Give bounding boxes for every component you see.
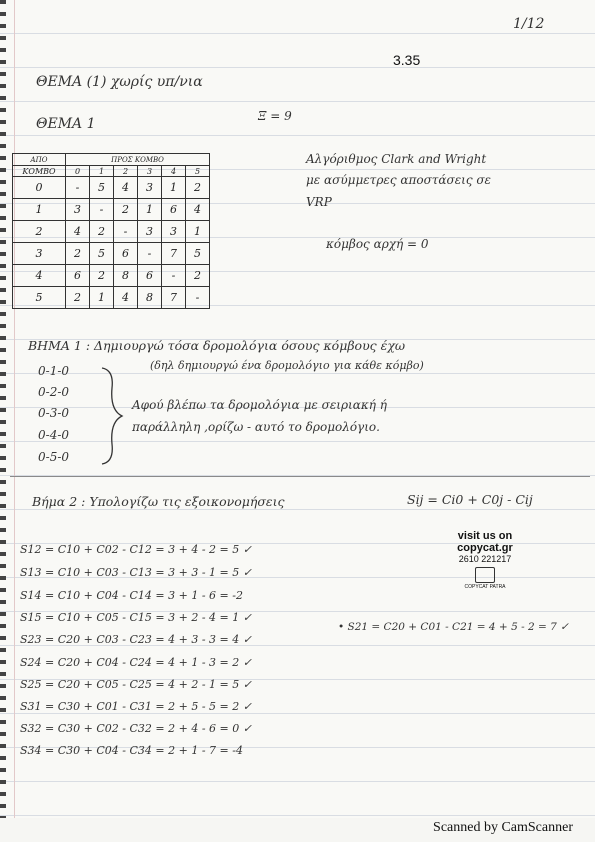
thumbs-up-icon bbox=[475, 567, 495, 583]
saving-line: S25 = C20 + C05 - C25 = 4 + 2 - 1 = 5 ✓ bbox=[20, 678, 252, 691]
table-cell: 4 bbox=[186, 199, 210, 221]
route-item: 0-2-0 bbox=[38, 385, 70, 399]
saving-line: S13 = C10 + C03 - C13 = 3 + 3 - 1 = 5 ✓ bbox=[20, 566, 252, 579]
table-row-node: 3 bbox=[13, 243, 66, 265]
table-row-node: 5 bbox=[13, 287, 66, 309]
table-cell: 6 bbox=[162, 199, 186, 221]
table-col-header: 3 bbox=[138, 166, 162, 177]
table-cell: 6 bbox=[66, 265, 90, 287]
saving-side-line: • S21 = C20 + C01 - C21 = 4 + 5 - 2 = 7 ✓ bbox=[338, 621, 569, 633]
saving-line: S24 = C20 + C04 - C24 = 4 + 1 - 3 = 2 ✓ bbox=[20, 656, 252, 669]
printed-number: 3.35 bbox=[393, 52, 421, 68]
algorithm-note-line: με ασύμμετρες αποστάσεις σε bbox=[306, 173, 491, 187]
table-cell: - bbox=[162, 265, 186, 287]
table-row bbox=[13, 243, 210, 265]
stamp-line4: COPYCAT PATRA bbox=[464, 584, 506, 590]
table-cell: 6 bbox=[114, 243, 138, 265]
table-cell: 5 bbox=[90, 243, 114, 265]
table-cell: - bbox=[66, 177, 90, 199]
algorithm-note-line: Αλγόριθμος Clark and Wright bbox=[306, 152, 487, 166]
saving-line: S12 = C10 + C02 - C12 = 3 + 4 - 2 = 5 ✓ bbox=[20, 543, 252, 556]
table-cell: 2 bbox=[66, 287, 90, 309]
table-cell: 3 bbox=[138, 177, 162, 199]
table-header-group: ΠΡΟΣ ΚΟΜΒΟ bbox=[66, 154, 210, 166]
step1-note-line1: Αφού βλέπω τα δρομολόγια με σειριακή ή bbox=[132, 398, 387, 412]
step1-title: ΒΗΜΑ 1 : Δημιουργώ τόσα δρομολόγια όσους κόμβους έχω bbox=[28, 338, 406, 353]
route-item: 0-4-0 bbox=[38, 428, 70, 442]
table-cell: 2 bbox=[186, 265, 210, 287]
table-cell: 8 bbox=[114, 265, 138, 287]
saving-line: S14 = C10 + C04 - C14 = 3 + 1 - 6 = -2 bbox=[20, 589, 243, 602]
table-cell: 1 bbox=[90, 287, 114, 309]
page-number: 1/12 bbox=[513, 16, 545, 32]
table-row bbox=[13, 287, 210, 309]
table-corner-bottom: ΚΟΜΒΟ bbox=[13, 166, 66, 177]
table-cell: 6 bbox=[138, 265, 162, 287]
saving-line: S31 = C30 + C01 - C31 = 2 + 5 - 5 = 2 ✓ bbox=[20, 700, 252, 713]
table-row-node: 0 bbox=[13, 177, 66, 199]
table-cell: 1 bbox=[138, 199, 162, 221]
table-cell: 2 bbox=[90, 265, 114, 287]
table-cell: 7 bbox=[162, 243, 186, 265]
route-item: 0-3-0 bbox=[38, 406, 70, 420]
table-cell: 5 bbox=[186, 243, 210, 265]
table-row-node: 2 bbox=[13, 221, 66, 243]
table-cell: - bbox=[90, 199, 114, 221]
saving-line: S23 = C20 + C03 - C23 = 4 + 3 - 3 = 4 ✓ bbox=[20, 633, 252, 646]
stamp-line2: copycat.gr bbox=[457, 542, 513, 554]
table-cell: 4 bbox=[66, 221, 90, 243]
table-cell: 4 bbox=[114, 177, 138, 199]
table-col-header: 5 bbox=[186, 166, 210, 177]
table-cell: 3 bbox=[138, 221, 162, 243]
heading-sub: ΘΕΜΑ 1 bbox=[36, 116, 96, 132]
table-row-node: 1 bbox=[13, 199, 66, 221]
stamp-line3: 2610 221217 bbox=[458, 554, 512, 564]
table-cell: 8 bbox=[138, 287, 162, 309]
xi-value: Ξ = 9 bbox=[258, 109, 292, 123]
start-node-note: κόμβος αρχή = 0 bbox=[326, 237, 429, 251]
table-cell: 5 bbox=[90, 177, 114, 199]
table-cell: - bbox=[138, 243, 162, 265]
table-cell: 2 bbox=[90, 221, 114, 243]
heading-main: ΘΕΜΑ (1) χωρίς υπ/νια bbox=[36, 74, 203, 90]
step1-subtitle: (δηλ δημιουργώ ένα δρομολόγιο για κάθε κόμβο) bbox=[150, 359, 424, 372]
table-cell: 2 bbox=[186, 177, 210, 199]
step1-note-line2: παράλληλη ,ορίζω - αυτό το δρομολόγιο. bbox=[132, 420, 380, 434]
route-item: 0-5-0 bbox=[38, 450, 70, 464]
table-row-node: 4 bbox=[13, 265, 66, 287]
table-cell: 2 bbox=[114, 199, 138, 221]
spiral-binding bbox=[0, 0, 6, 818]
saving-line: S32 = C30 + C02 - C32 = 2 + 4 - 6 = 0 ✓ bbox=[20, 722, 252, 735]
scanner-footer: Scanned by CamScanner bbox=[433, 820, 573, 835]
table-cell: - bbox=[186, 287, 210, 309]
table-row bbox=[13, 265, 210, 287]
table-row bbox=[13, 199, 210, 221]
table-col-header: 4 bbox=[162, 166, 186, 177]
copycat-stamp bbox=[445, 530, 525, 590]
stamp-line1: visit us on bbox=[457, 530, 513, 542]
table-cell: 4 bbox=[114, 287, 138, 309]
algorithm-note-line: VRP bbox=[306, 195, 332, 209]
margin-line bbox=[14, 0, 15, 818]
step2-title: Βήμα 2 : Υπολογίζω τις εξοικονομήσεις bbox=[32, 494, 285, 509]
distance-table bbox=[12, 153, 210, 309]
table-cell: 2 bbox=[66, 243, 90, 265]
table-row bbox=[13, 221, 210, 243]
table-cell: 3 bbox=[162, 221, 186, 243]
step2-formula: Sij = Ci0 + C0j - Cij bbox=[407, 492, 533, 507]
route-item: 0-1-0 bbox=[38, 364, 70, 378]
table-col-header: 0 bbox=[66, 166, 90, 177]
table-row bbox=[13, 177, 210, 199]
table-col-header: 2 bbox=[114, 166, 138, 177]
table-cell: 3 bbox=[66, 199, 90, 221]
section-divider bbox=[10, 476, 590, 477]
table-col-header: 1 bbox=[90, 166, 114, 177]
table-cell: 1 bbox=[162, 177, 186, 199]
table-corner-top: ΑΠΟ bbox=[13, 154, 66, 166]
curly-brace bbox=[98, 366, 128, 466]
saving-line: S15 = C10 + C05 - C15 = 3 + 2 - 4 = 1 ✓ bbox=[20, 611, 252, 624]
table-cell: - bbox=[114, 221, 138, 243]
table-cell: 1 bbox=[186, 221, 210, 243]
saving-line: S34 = C30 + C04 - C34 = 2 + 1 - 7 = -4 bbox=[20, 744, 243, 757]
table-cell: 7 bbox=[162, 287, 186, 309]
